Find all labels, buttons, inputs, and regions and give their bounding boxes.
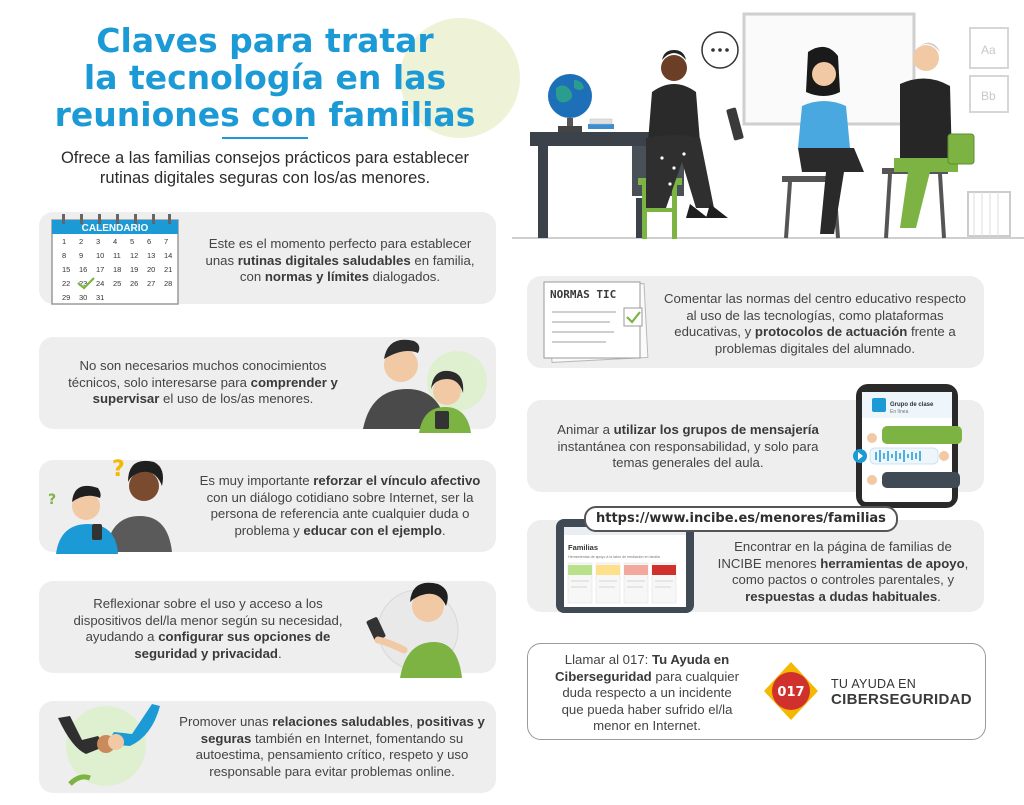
calendar-title: CALENDARIO <box>81 223 149 234</box>
tip-line <box>172 747 492 764</box>
question-mark-small-icon: ? <box>48 492 57 508</box>
page-title <box>20 22 510 133</box>
tip-segment: Este es el momento perfecto para establecer <box>208 236 472 251</box>
normas-tic-label: NORMAS TIC <box>550 288 617 301</box>
subtitle-line-1: Ofrece a las familias consejos prácticos para establecer <box>60 149 470 167</box>
calendar-day: 30 <box>79 293 88 302</box>
tip-line <box>537 669 757 686</box>
tip-segment: al uso de las tecnologías, como plataformas <box>686 307 944 323</box>
tip-segment: autoestima, pensamiento crítico, respeto y uso <box>195 747 469 762</box>
calendar-day: 1 <box>62 237 67 246</box>
calendar-day: 25 <box>113 279 122 288</box>
calendar-day: 16 <box>79 265 88 274</box>
tip-segment: con un diálogo cotidiano sobre Internet, ser la <box>206 489 474 505</box>
tip-segment: duda respecto a un incidente <box>562 685 732 700</box>
title-underline <box>222 137 308 139</box>
tip-segment: Reflexionar sobre el uso y acceso a los <box>93 596 323 611</box>
helpline-label-line-2: CIBERSEGURIDAD <box>831 691 972 708</box>
chat-group-title: Grupo de clase <box>890 402 934 408</box>
tip-segment: para cualquier <box>651 668 739 684</box>
tip-segment: dispositivos del/la menor según su necesidad, <box>73 612 343 628</box>
calendar-day: 28 <box>164 279 173 288</box>
tip-highlight: educar con el ejemplo <box>303 522 442 538</box>
tip-line <box>708 572 978 589</box>
tip-highlight: reforzar el vínculo afectivo <box>313 473 481 488</box>
father-daughter-illustration <box>355 325 495 435</box>
chat-group-subtitle: En línea <box>890 409 909 415</box>
tip-highlight: positivas y <box>416 714 485 729</box>
tip-segment: persona de referencia ante cualquier duda o <box>210 506 470 521</box>
tip-highlight: seguridad y privacidad <box>134 645 278 661</box>
calendar-day: 3 <box>96 237 101 246</box>
calendar-day: 10 <box>96 251 105 260</box>
incibe-url-badge[interactable]: https://www.incibe.es/menores/familias <box>584 506 898 532</box>
mother-son-illustration <box>40 446 180 556</box>
tip-highlight: Ciberseguridad <box>555 668 652 684</box>
tip-segment: Promover unas <box>179 714 273 729</box>
tip-line <box>190 269 490 286</box>
tip-line <box>537 652 757 669</box>
tip-line <box>650 308 980 325</box>
tip-segment: responsable para evitar problemas online. <box>209 763 455 779</box>
calendar-day: 19 <box>130 265 139 274</box>
tip-highlight: relaciones saludables <box>272 714 410 729</box>
tip-text-school-rules <box>650 291 980 357</box>
board-letter-b: Bb <box>981 89 996 103</box>
meeting-scene-illustration <box>512 8 1024 243</box>
title-line-1: Claves para tratar <box>96 21 434 60</box>
tip-line <box>48 391 358 408</box>
tip-highlight: seguras <box>200 730 252 746</box>
calendar-day: 6 <box>147 237 152 246</box>
calendar-day: 15 <box>62 265 71 274</box>
page-subtitle <box>40 148 490 188</box>
calendar-illustration <box>50 212 185 307</box>
tip-segment: también en Internet, fomentando su <box>251 730 464 746</box>
tip-line <box>538 439 838 456</box>
tip-line <box>190 523 490 540</box>
website-page-subtitle: Herramientas de apoyo a la labor de mediación en familia <box>568 555 660 559</box>
tip-line <box>190 490 490 507</box>
calendar-day: 12 <box>130 251 139 260</box>
tip-line <box>172 731 492 748</box>
calendar-day: 11 <box>113 251 121 260</box>
tip-segment: menor en Internet. <box>593 718 701 733</box>
tip-segment: Llamar al 017: <box>564 652 653 667</box>
tip-line <box>708 589 978 606</box>
tip-segment: con <box>239 269 265 284</box>
tip-line <box>708 556 978 573</box>
normas-tic-illustration <box>540 276 655 368</box>
calendar-day: 7 <box>164 237 169 246</box>
tip-highlight: protocolos de actuación <box>754 324 908 339</box>
calendar-day: 5 <box>130 237 135 246</box>
calendar-day: 4 <box>113 237 118 246</box>
tip-text-helpline <box>537 652 757 735</box>
calendar-day: 24 <box>96 279 105 288</box>
tip-segment: Es muy importante <box>199 473 314 488</box>
tip-text-bond <box>190 473 490 539</box>
tip-line <box>537 718 757 735</box>
tip-segment: frente a <box>907 324 956 339</box>
tip-highlight: utilizar los grupos de mensajería <box>613 422 819 437</box>
calendar-day: 26 <box>130 279 139 288</box>
helpline-017-logo[interactable] <box>760 660 822 722</box>
child-phone-illustration <box>362 572 494 680</box>
tip-line <box>48 358 358 375</box>
subtitle-line-2: rutinas digitales seguras con los/as menores. <box>99 169 431 187</box>
title-line-2: la tecnología en las <box>83 58 447 97</box>
tip-line <box>650 324 980 341</box>
tip-line <box>172 714 492 731</box>
tip-highlight: rutinas digitales saludables <box>237 252 411 268</box>
tip-highlight: supervisar <box>92 391 160 406</box>
tip-highlight: respuestas a dudas habituales <box>745 588 938 604</box>
tip-segment: Encontrar en la página de familias de <box>734 539 952 554</box>
tip-line <box>48 596 368 613</box>
calendar-day: 22 <box>62 279 71 288</box>
tip-line <box>650 341 980 358</box>
tip-text-understand <box>48 358 358 408</box>
tip-line <box>650 291 980 308</box>
tip-highlight: Tu Ayuda en <box>652 652 730 667</box>
tip-segment: temas generales del aula. <box>612 455 764 470</box>
tip-segment: en familia, <box>410 252 475 268</box>
tip-line <box>190 236 490 253</box>
calendar-day: 23 <box>79 279 88 288</box>
calendar-day: 2 <box>79 237 84 246</box>
tip-highlight: herramientas de apoyo <box>820 555 965 571</box>
calendar-day: 13 <box>147 251 156 260</box>
tip-line <box>172 764 492 781</box>
calendar-day: 14 <box>164 251 173 260</box>
tip-text-incibe-web <box>708 539 978 605</box>
tip-segment: como pactos o controles parentales, y <box>731 572 955 587</box>
tip-line <box>190 473 490 490</box>
calendar-day: 20 <box>147 265 156 274</box>
question-mark-icon: ? <box>112 457 125 482</box>
title-line-3: reuniones con familias <box>54 95 476 134</box>
tip-segment: ayudando a <box>85 629 159 644</box>
calendar-day: 8 <box>62 251 67 260</box>
tip-segment: problema y <box>234 522 304 538</box>
tip-highlight: comprender y <box>250 374 338 390</box>
tip-segment: el uso de los/as menores. <box>159 391 314 406</box>
tip-segment: INCIBE menores <box>717 555 821 571</box>
tip-line <box>538 455 838 472</box>
tip-line <box>48 375 358 392</box>
calendar-day: 9 <box>79 251 84 260</box>
tip-highlight: normas y límites <box>264 269 369 284</box>
calendar-day: 18 <box>113 265 122 274</box>
tip-segment: . <box>937 588 941 604</box>
tip-line <box>48 613 368 630</box>
calendar-day: 31 <box>96 293 105 302</box>
tip-segment: , <box>409 714 417 729</box>
tip-text-routines <box>190 236 490 286</box>
tip-text-relationships <box>172 714 492 780</box>
tip-line <box>48 646 368 663</box>
tip-line <box>48 629 368 646</box>
tip-segment: . <box>277 645 282 661</box>
calendar-day: 27 <box>147 279 156 288</box>
tip-segment: instantánea con responsabilidad, y solo para <box>557 438 819 454</box>
tip-highlight: configurar sus opciones de <box>158 629 331 644</box>
tip-line <box>538 422 838 439</box>
calendar-day: 17 <box>96 265 105 274</box>
calendar-day: 29 <box>62 293 71 302</box>
tip-line <box>190 253 490 270</box>
tip-segment: problemas digitales del alumnado. <box>714 340 916 356</box>
website-page-title: Familias <box>568 543 599 552</box>
tip-line <box>537 702 757 719</box>
tip-segment: Comentar las normas del centro educativo respecto <box>664 291 966 306</box>
tip-line <box>190 506 490 523</box>
handshake-illustration <box>56 700 166 796</box>
tip-segment: unas <box>205 252 238 268</box>
tip-line <box>708 539 978 556</box>
tip-segment: técnicos, solo interesarse para <box>68 374 251 390</box>
board-letter-a: Aa <box>981 43 996 57</box>
helpline-number: 017 <box>777 685 805 700</box>
tip-segment: . <box>441 522 446 538</box>
phone-chat-illustration <box>844 382 974 512</box>
tip-segment: Animar a <box>557 422 614 437</box>
tip-segment: No son necesarios muchos conocimientos <box>79 358 327 373</box>
tip-segment: que pueda haber sufrido el/la <box>561 701 733 717</box>
helpline-label-line-1: TU AYUDA EN <box>831 677 917 691</box>
tip-segment: educativas, y <box>674 324 755 339</box>
tip-line <box>537 685 757 702</box>
tip-segment: , <box>964 555 969 571</box>
tip-text-settings <box>48 596 368 662</box>
calendar-day: 21 <box>164 265 173 274</box>
tip-text-messaging <box>538 422 838 472</box>
tip-segment: dialogados. <box>368 269 441 284</box>
